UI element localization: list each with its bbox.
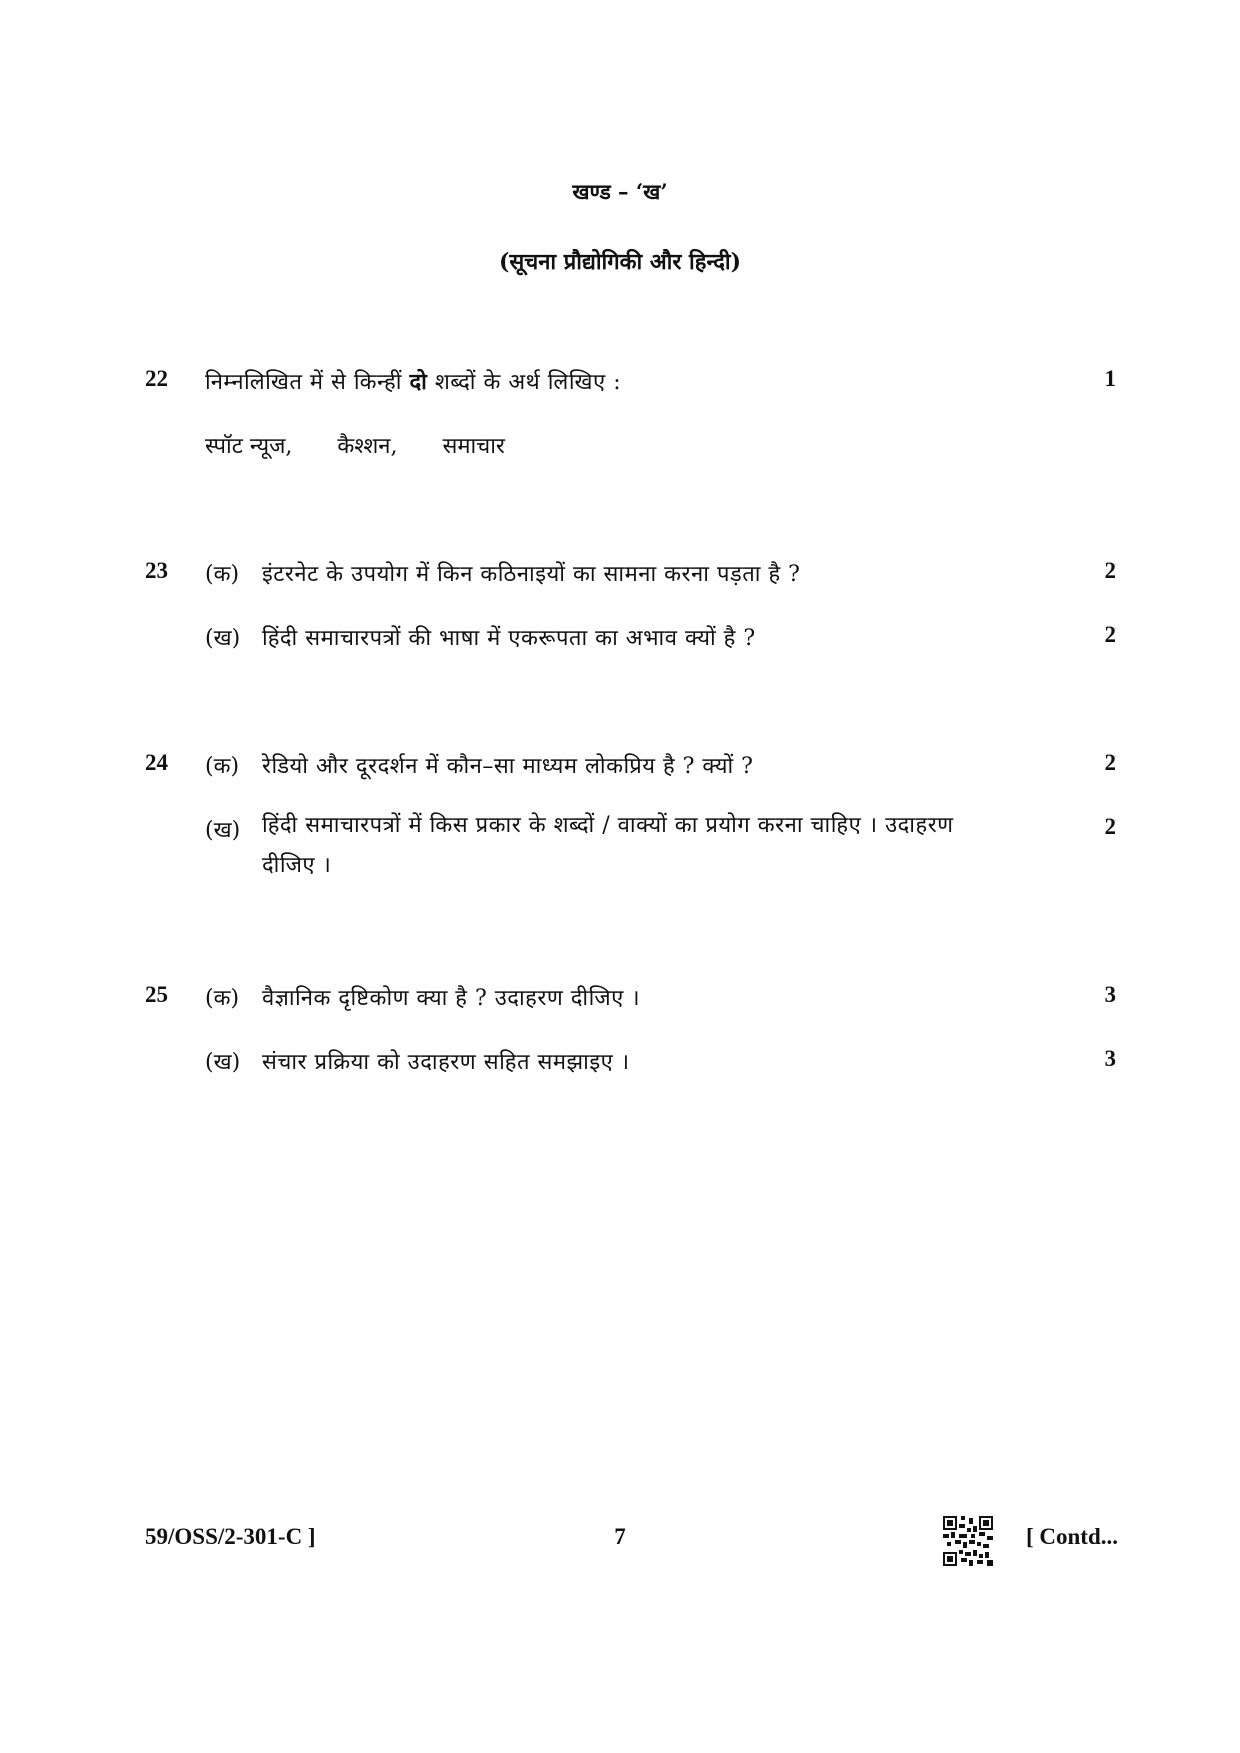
part-label: (क) (205, 562, 240, 587)
term-item: स्पॉट न्यूज, (205, 434, 293, 459)
part-text: वैज्ञानिक दृष्टिकोण क्या है ? उदाहरण दीजिए । (262, 986, 641, 1011)
paper-code: 59/OSS/2-301-C ] (145, 1524, 316, 1549)
part-text: हिंदी समाचारपत्रों में किस प्रकार के शब्दों / वाक्यों का प्रयोग करना चाहिए । उदाहरण दीजिए । (262, 813, 954, 878)
term-item: कैश्शन, (337, 434, 398, 459)
question-text-part: निम्नलिखित में से किन्हीं (205, 370, 410, 395)
continued-marker: [ Contd... (1025, 1524, 1118, 1549)
part-marks: 2 (1104, 622, 1116, 647)
part-marks: 3 (1104, 982, 1116, 1007)
section-title: खण्ड – ‘ख’ (572, 179, 668, 204)
part-label: (ख) (205, 818, 241, 843)
question-number: 22 (145, 366, 168, 391)
question-number: 25 (145, 982, 168, 1007)
part-label: (क) (205, 986, 240, 1011)
question-number: 23 (145, 558, 168, 583)
question-text-part: शब्दों के अर्थ लिखिए : (427, 370, 622, 395)
part-marks: 2 (1104, 814, 1116, 839)
question-number: 24 (145, 750, 168, 775)
part-text: संचार प्रक्रिया को उदाहरण सहित समझाइए । (262, 1050, 630, 1075)
section-subtitle: (सूचना प्रौद्योगिकी और हिन्दी) (498, 249, 742, 275)
part-text: इंटरनेट के उपयोग में किन कठिनाइयों का सामना करना पड़ता है ? (262, 562, 801, 587)
part-marks: 2 (1104, 558, 1116, 583)
page-number: 7 (614, 1524, 626, 1549)
term-item: समाचार (442, 434, 505, 459)
qr-code-icon (943, 1516, 993, 1566)
part-label: (ख) (205, 626, 241, 651)
question-text-bold: दो (409, 369, 428, 395)
part-text: हिंदी समाचारपत्रों की भाषा में एकरूपता का अभाव क्यों है ? (262, 626, 756, 651)
part-marks: 3 (1104, 1046, 1116, 1071)
part-label: (ख) (205, 1050, 241, 1075)
part-text: रेडियो और दूरदर्शन में कौन–सा माध्यम लोकप्रिय है ? क्यों ? (262, 754, 754, 779)
question-marks: 1 (1104, 366, 1116, 391)
term-list (205, 430, 543, 460)
question-text (205, 366, 621, 396)
part-marks: 2 (1104, 750, 1116, 775)
part-label: (क) (205, 754, 240, 779)
